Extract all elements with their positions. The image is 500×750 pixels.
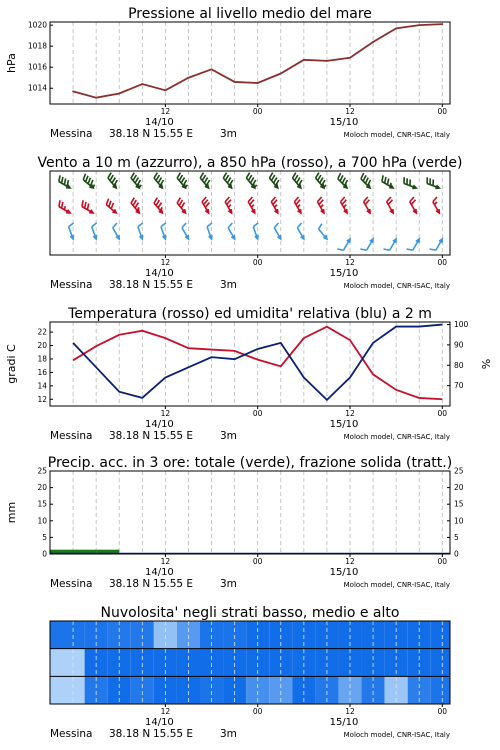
- y2-tick-label: 0: [454, 549, 459, 559]
- location-elev: 3m: [220, 430, 237, 442]
- pressure-point: [303, 59, 305, 61]
- wind-barb: [83, 174, 94, 188]
- wind-barb: [200, 173, 209, 188]
- pressure-point: [326, 60, 328, 62]
- wind-barb: [292, 173, 301, 188]
- wind-barb: [113, 223, 120, 239]
- cloud-cell: [431, 676, 450, 704]
- location-lat: 38.18 N: [109, 578, 151, 590]
- wind-barb: [274, 223, 281, 239]
- date-label: 15/10: [329, 567, 359, 578]
- x-tick-label: 00: [437, 107, 448, 116]
- model-credit: Moloch model, CNR-ISAC, Italy: [343, 282, 450, 290]
- x-tick-label: 12: [160, 557, 171, 566]
- location-name: Messina: [50, 728, 93, 740]
- pressure-point: [349, 57, 351, 59]
- wind-barb: [59, 175, 70, 188]
- model-credit: Moloch model, CNR-ISAC, Italy: [343, 131, 450, 139]
- x-tick-label: 12: [160, 107, 171, 116]
- cloud-cover-panel: [50, 605, 450, 740]
- panel-title: Temperatura (rosso) ed umidita' relativa (blu) a 2 m: [68, 306, 432, 322]
- y2-tick-label: 90: [454, 340, 464, 350]
- pressure-point: [118, 93, 120, 95]
- y2-tick-label: 25: [454, 466, 464, 476]
- panel-title: Precip. acc. in 3 ore: totale (verde), frazione solida (tratt.): [47, 455, 453, 471]
- location-elev: 3m: [220, 578, 237, 590]
- y-tick-label: 1018: [27, 41, 47, 51]
- wind-panel: [37, 155, 462, 291]
- y-tick-label: 0: [42, 549, 47, 559]
- location-name: Messina: [50, 128, 93, 140]
- wind-barb: [404, 177, 416, 188]
- y-tick-label: 16: [37, 367, 47, 377]
- location-lon: 15.55 E: [153, 578, 194, 590]
- wind-barb: [154, 173, 163, 188]
- wind-barb: [361, 173, 371, 188]
- cloud-cell: [50, 676, 85, 704]
- date-label: 14/10: [144, 419, 174, 430]
- date-label: 14/10: [144, 268, 174, 279]
- location-lat: 38.18 N: [109, 128, 151, 140]
- date-label: 15/10: [329, 419, 359, 430]
- x-tick-label: 00: [437, 409, 448, 418]
- y2-tick-label: 10: [454, 516, 464, 526]
- wind-barb: [246, 173, 256, 188]
- model-credit: Moloch model, CNR-ISAC, Italy: [343, 581, 450, 589]
- model-credit: Moloch model, CNR-ISAC, Italy: [343, 433, 450, 441]
- wind-barb: [382, 175, 393, 188]
- x-tick-label: 12: [160, 258, 171, 267]
- x-tick-label: 12: [345, 557, 355, 566]
- wind-barb: [338, 173, 348, 188]
- cloud-cell: [50, 621, 85, 649]
- y-axis-label: gradi C: [5, 344, 18, 384]
- y2-tick-label: 5: [454, 532, 459, 542]
- y-tick-label: 18: [37, 354, 47, 364]
- y-axis-label: hPa: [5, 53, 18, 73]
- x-tick-label: 00: [252, 557, 263, 566]
- wind-barb: [271, 197, 278, 213]
- wind-barb: [177, 198, 185, 213]
- y-tick-label: 15: [37, 499, 47, 509]
- wind-barb: [427, 177, 439, 188]
- wind-barb: [297, 223, 304, 239]
- pressure-point: [188, 77, 190, 79]
- wind-barb: [108, 173, 117, 188]
- location-lon: 15.55 E: [153, 128, 194, 140]
- wind-barb: [202, 197, 209, 213]
- y2-tick-label: 15: [454, 499, 464, 509]
- location-elev: 3m: [220, 128, 237, 140]
- wind-barb: [82, 200, 93, 213]
- wind-barb: [341, 197, 348, 213]
- pressure-panel: [5, 6, 450, 140]
- wind-barb: [407, 239, 420, 250]
- location-lon: 15.55 E: [153, 279, 194, 291]
- pressure-point: [95, 97, 97, 99]
- wind-barb: [225, 197, 232, 213]
- cloud-cell: [431, 649, 450, 677]
- wind-barb: [383, 239, 396, 250]
- wind-barb: [154, 198, 162, 213]
- location-elev: 3m: [220, 279, 237, 291]
- x-tick-label: 00: [252, 707, 263, 716]
- wind-barb: [317, 197, 324, 213]
- wind-barb: [360, 239, 373, 250]
- pressure-point: [164, 89, 166, 91]
- wind-barb: [177, 173, 187, 188]
- wind-barb: [131, 198, 139, 213]
- wind-barb: [337, 239, 350, 250]
- pressure-point: [418, 24, 420, 26]
- y-tick-label: 10: [37, 516, 47, 526]
- wind-barb: [269, 173, 278, 188]
- location-lon: 15.55 E: [153, 430, 194, 442]
- x-tick-label: 00: [437, 557, 448, 566]
- cloud-cell: [50, 649, 85, 677]
- x-tick-label: 00: [437, 258, 448, 267]
- y-axis-label: mm: [5, 501, 18, 524]
- y2-tick-label: 20: [454, 483, 464, 493]
- pressure-point: [211, 68, 213, 70]
- location-lat: 38.18 N: [109, 430, 151, 442]
- wind-barb: [364, 197, 371, 213]
- x-tick-label: 12: [345, 409, 355, 418]
- location-lat: 38.18 N: [109, 279, 151, 291]
- y-tick-label: 14: [37, 381, 47, 391]
- date-label: 14/10: [144, 717, 174, 728]
- x-tick-label: 12: [160, 707, 171, 716]
- pressure-point: [141, 83, 143, 85]
- pressure-point: [72, 90, 74, 92]
- wind-barb: [59, 200, 70, 213]
- wind-barb: [433, 197, 440, 213]
- y-tick-label: 20: [37, 341, 47, 351]
- date-label: 14/10: [144, 567, 174, 578]
- location-name: Messina: [50, 430, 93, 442]
- date-label: 14/10: [144, 117, 174, 128]
- y-tick-label: 1016: [27, 62, 47, 72]
- wind-barb: [430, 239, 443, 250]
- wind-barb: [223, 173, 232, 188]
- y2-axis-label: %: [480, 358, 493, 370]
- pressure-point: [395, 27, 397, 29]
- y-tick-label: 20: [37, 483, 47, 493]
- y-tick-label: 1020: [27, 20, 47, 30]
- location-lat: 38.18 N: [109, 728, 151, 740]
- wind-barb: [228, 223, 235, 239]
- pressure-point: [441, 23, 443, 25]
- x-tick-label: 00: [252, 409, 263, 418]
- x-tick-label: 12: [345, 258, 355, 267]
- wind-barb: [106, 199, 116, 213]
- cloud-cell: [431, 621, 450, 649]
- y-tick-label: 5: [42, 532, 47, 542]
- x-tick-label: 00: [252, 258, 263, 267]
- date-label: 15/10: [329, 117, 359, 128]
- x-tick-label: 00: [252, 107, 263, 116]
- date-label: 15/10: [329, 717, 359, 728]
- location-elev: 3m: [220, 728, 237, 740]
- location-lon: 15.55 E: [153, 728, 194, 740]
- wind-barb: [387, 197, 394, 213]
- y-tick-label: 22: [37, 327, 47, 337]
- wind-barb: [248, 197, 255, 213]
- y2-tick-label: 100: [454, 320, 469, 330]
- plot-frame: [50, 22, 450, 104]
- date-label: 15/10: [329, 268, 359, 279]
- wind-barb: [131, 173, 141, 188]
- y-tick-label: 25: [37, 466, 47, 476]
- pressure-point: [234, 81, 236, 83]
- pressure-point: [257, 82, 259, 84]
- x-tick-label: 12: [160, 409, 171, 418]
- wind-barb: [294, 197, 301, 213]
- wind-barb: [182, 223, 189, 239]
- plot-frame: [50, 471, 450, 554]
- panel-title: Nuvolosita' negli strati basso, medio e alto: [100, 605, 400, 621]
- panel-title: Vento a 10 m (azzurro), a 850 hPa (rosso), a 700 hPa (verde): [37, 155, 463, 171]
- y-tick-label: 1014: [27, 83, 47, 93]
- temperature-humidity-panel: [5, 306, 493, 442]
- pressure-point: [372, 41, 374, 43]
- y2-tick-label: 70: [454, 381, 464, 391]
- pressure-point: [280, 73, 282, 75]
- y2-tick-label: 80: [454, 360, 464, 370]
- wind-barb: [319, 224, 327, 239]
- x-tick-label: 12: [345, 107, 355, 116]
- wind-barb: [410, 197, 417, 213]
- precipitation-panel: [5, 455, 464, 590]
- location-name: Messina: [50, 279, 93, 291]
- y-tick-label: 12: [37, 394, 47, 404]
- x-tick-label: 00: [437, 707, 448, 716]
- model-credit: Moloch model, CNR-ISAC, Italy: [343, 731, 450, 739]
- panel-title: Pressione al livello medio del mare: [128, 6, 372, 22]
- x-tick-label: 12: [345, 707, 355, 716]
- location-name: Messina: [50, 578, 93, 590]
- plot-frame: [50, 322, 450, 406]
- wind-barb: [316, 173, 326, 188]
